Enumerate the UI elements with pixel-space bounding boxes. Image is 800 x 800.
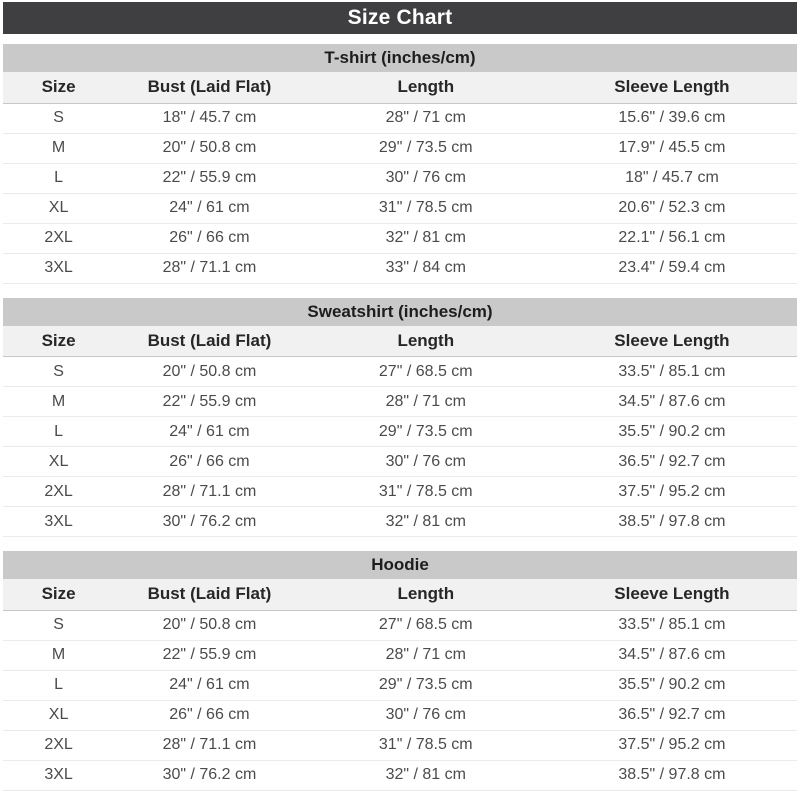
measurement-cell: 28" / 71.1 cm (114, 253, 305, 283)
measurement-cell: 36.5" / 92.7 cm (547, 700, 797, 730)
column-header: Size (3, 72, 114, 103)
measurement-cell: 20" / 50.8 cm (114, 357, 305, 387)
column-header: Sleeve Length (547, 579, 797, 610)
table-row (3, 103, 797, 133)
table-row (3, 640, 797, 670)
section-title: Sweatshirt (inches/cm) (3, 298, 797, 326)
column-header: Length (305, 72, 547, 103)
measurement-cell: 31" / 78.5 cm (305, 477, 547, 507)
table-row (3, 610, 797, 640)
size-cell: S (3, 103, 114, 133)
measurement-cell: 27" / 68.5 cm (305, 357, 547, 387)
column-header: Bust (Laid Flat) (114, 72, 305, 103)
measurement-cell: 20.6" / 52.3 cm (547, 193, 797, 223)
measurement-cell: 38.5" / 97.8 cm (547, 760, 797, 790)
measurement-cell: 22" / 55.9 cm (114, 640, 305, 670)
size-cell: 3XL (3, 253, 114, 283)
size-cell: XL (3, 447, 114, 477)
size-tables (3, 44, 797, 791)
measurement-cell: 28" / 71.1 cm (114, 477, 305, 507)
measurement-cell: 29" / 73.5 cm (305, 670, 547, 700)
measurement-cell: 24" / 61 cm (114, 670, 305, 700)
measurement-cell: 23.4" / 59.4 cm (547, 253, 797, 283)
measurement-cell: 30" / 76.2 cm (114, 760, 305, 790)
measurement-cell: 33.5" / 85.1 cm (547, 357, 797, 387)
measurement-cell: 36.5" / 92.7 cm (547, 447, 797, 477)
table-row (3, 163, 797, 193)
size-section-3 (3, 551, 797, 791)
table-row (3, 670, 797, 700)
table-row (3, 253, 797, 283)
measurement-cell: 29" / 73.5 cm (305, 133, 547, 163)
measurement-cell: 15.6" / 39.6 cm (547, 103, 797, 133)
measurement-cell: 32" / 81 cm (305, 223, 547, 253)
measurement-cell: 28" / 71 cm (305, 387, 547, 417)
header-row (3, 579, 797, 610)
size-table (3, 579, 797, 791)
measurement-cell: 22" / 55.9 cm (114, 387, 305, 417)
table-row (3, 223, 797, 253)
section-title: Hoodie (3, 551, 797, 579)
measurement-cell: 34.5" / 87.6 cm (547, 387, 797, 417)
size-cell: 2XL (3, 730, 114, 760)
measurement-cell: 22" / 55.9 cm (114, 163, 305, 193)
measurement-cell: 30" / 76 cm (305, 447, 547, 477)
column-header: Bust (Laid Flat) (114, 326, 305, 357)
column-header: Sleeve Length (547, 72, 797, 103)
table-row (3, 730, 797, 760)
table-row (3, 477, 797, 507)
size-cell: S (3, 357, 114, 387)
column-header: Sleeve Length (547, 326, 797, 357)
table-row (3, 760, 797, 790)
size-cell: M (3, 387, 114, 417)
size-cell: 2XL (3, 223, 114, 253)
column-header: Length (305, 579, 547, 610)
measurement-cell: 37.5" / 95.2 cm (547, 730, 797, 760)
measurement-cell: 26" / 66 cm (114, 447, 305, 477)
table-row (3, 357, 797, 387)
measurement-cell: 30" / 76 cm (305, 163, 547, 193)
measurement-cell: 37.5" / 95.2 cm (547, 477, 797, 507)
size-cell: L (3, 417, 114, 447)
measurement-cell: 26" / 66 cm (114, 700, 305, 730)
table-row (3, 193, 797, 223)
size-cell: 3XL (3, 507, 114, 537)
page-title: Size Chart (3, 2, 797, 34)
table-row (3, 447, 797, 477)
measurement-cell: 35.5" / 90.2 cm (547, 417, 797, 447)
header-row (3, 326, 797, 357)
size-table (3, 326, 797, 538)
measurement-cell: 20" / 50.8 cm (114, 133, 305, 163)
table-row (3, 507, 797, 537)
table-row (3, 387, 797, 417)
measurement-cell: 18" / 45.7 cm (114, 103, 305, 133)
measurement-cell: 38.5" / 97.8 cm (547, 507, 797, 537)
measurement-cell: 30" / 76.2 cm (114, 507, 305, 537)
size-section-2 (3, 298, 797, 538)
measurement-cell: 32" / 81 cm (305, 760, 547, 790)
size-cell: S (3, 610, 114, 640)
measurement-cell: 17.9" / 45.5 cm (547, 133, 797, 163)
size-section-1 (3, 44, 797, 284)
size-cell: L (3, 670, 114, 700)
measurement-cell: 18" / 45.7 cm (547, 163, 797, 193)
size-table (3, 72, 797, 284)
measurement-cell: 28" / 71.1 cm (114, 730, 305, 760)
measurement-cell: 28" / 71 cm (305, 103, 547, 133)
measurement-cell: 32" / 81 cm (305, 507, 547, 537)
column-header: Size (3, 579, 114, 610)
size-cell: 3XL (3, 760, 114, 790)
size-cell: M (3, 640, 114, 670)
measurement-cell: 30" / 76 cm (305, 700, 547, 730)
size-cell: L (3, 163, 114, 193)
size-cell: M (3, 133, 114, 163)
size-cell: XL (3, 700, 114, 730)
size-cell: 2XL (3, 477, 114, 507)
measurement-cell: 34.5" / 87.6 cm (547, 640, 797, 670)
measurement-cell: 28" / 71 cm (305, 640, 547, 670)
table-row (3, 417, 797, 447)
measurement-cell: 35.5" / 90.2 cm (547, 670, 797, 700)
measurement-cell: 24" / 61 cm (114, 193, 305, 223)
size-cell: XL (3, 193, 114, 223)
table-row (3, 700, 797, 730)
measurement-cell: 24" / 61 cm (114, 417, 305, 447)
measurement-cell: 22.1" / 56.1 cm (547, 223, 797, 253)
section-title: T-shirt (inches/cm) (3, 44, 797, 72)
measurement-cell: 27" / 68.5 cm (305, 610, 547, 640)
column-header: Size (3, 326, 114, 357)
measurement-cell: 33" / 84 cm (305, 253, 547, 283)
measurement-cell: 31" / 78.5 cm (305, 730, 547, 760)
table-row (3, 133, 797, 163)
header-row (3, 72, 797, 103)
measurement-cell: 31" / 78.5 cm (305, 193, 547, 223)
measurement-cell: 33.5" / 85.1 cm (547, 610, 797, 640)
measurement-cell: 20" / 50.8 cm (114, 610, 305, 640)
column-header: Bust (Laid Flat) (114, 579, 305, 610)
measurement-cell: 26" / 66 cm (114, 223, 305, 253)
measurement-cell: 29" / 73.5 cm (305, 417, 547, 447)
column-header: Length (305, 326, 547, 357)
